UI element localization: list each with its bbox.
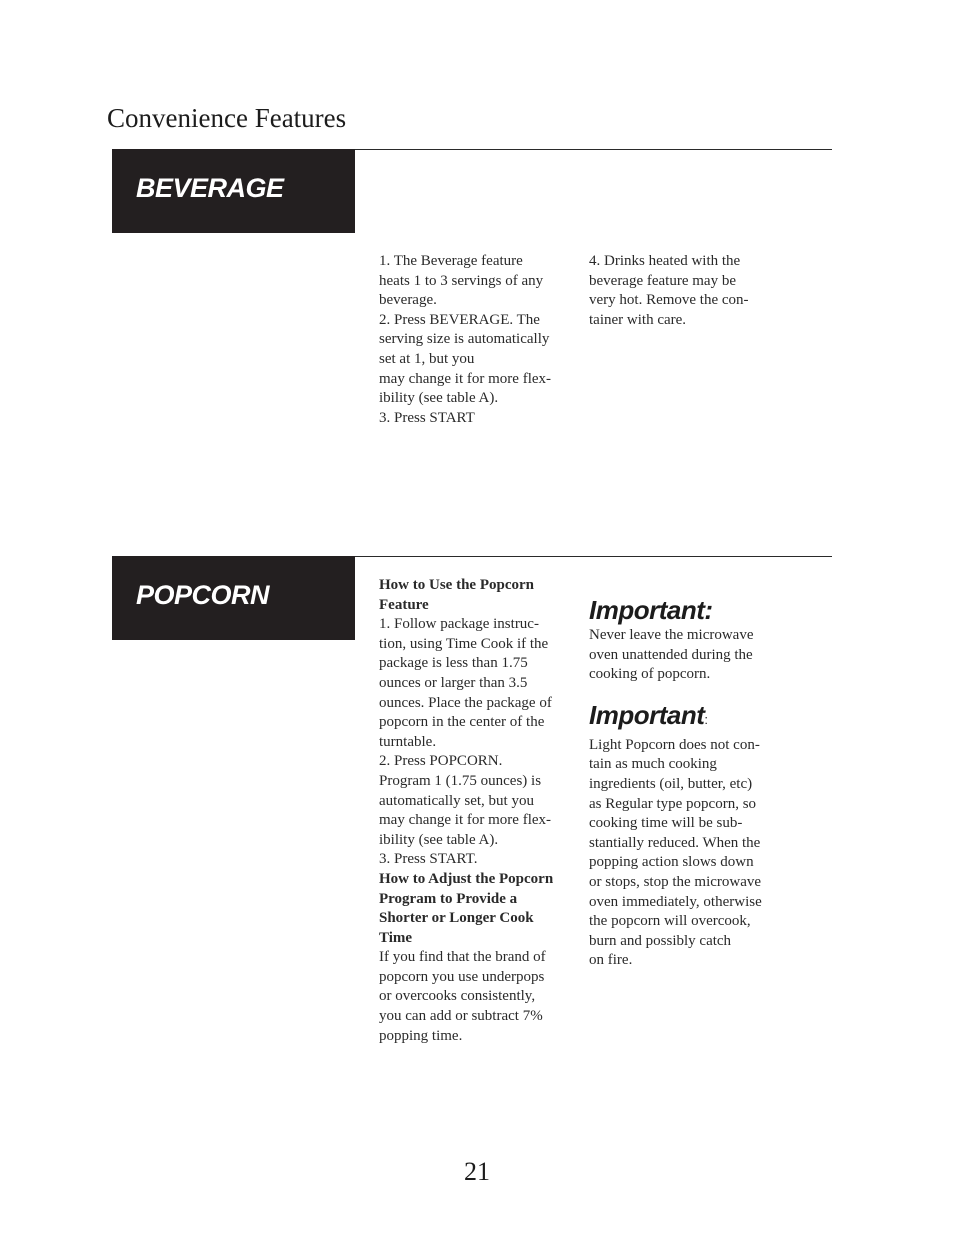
popcorn-instructions (379, 576, 579, 1046)
text-line: Never leave the microwave (589, 627, 754, 643)
text-line: popcorn in the center of the (379, 714, 545, 731)
beverage-title: BEVERAGE (136, 173, 284, 203)
text-line: burn and possibly catch (589, 932, 732, 949)
text-line: turntable. (379, 733, 437, 750)
section-divider-popcorn (355, 556, 832, 557)
popcorn-title-box (112, 556, 355, 640)
text-line: oven unattended during the (589, 646, 753, 663)
text-line: If you find that the brand of (379, 949, 546, 966)
text-line: ounces or larger than 3.5 (379, 674, 528, 691)
text-line: ibility (see table A). (379, 831, 499, 848)
text-line: oven immediately, otherwise (589, 893, 762, 910)
popcorn-important-notes (589, 594, 799, 971)
text-line: stantially reduced. When the (589, 834, 761, 851)
section-divider-beverage (355, 149, 832, 150)
text-line: serving size is automatically (379, 331, 550, 348)
text-line: tain as much cooking (589, 756, 717, 773)
text-line: may change it for more flex- (379, 812, 552, 829)
text-line: ingredients (oil, butter, etc) (589, 775, 753, 792)
text-line: popcorn you use underpops (379, 968, 545, 985)
text-line: 3. Press START. (379, 851, 478, 868)
adjust-heading: How to Adjust the Popcorn (379, 870, 554, 887)
text-line: the popcorn will overcook, (589, 913, 751, 930)
text-line: 2. Press POPCORN. (379, 753, 503, 770)
popcorn-title: POPCORN (136, 580, 270, 610)
text-line: Light Popcorn does not con- (589, 736, 760, 753)
text-line: 3. Press START (379, 409, 475, 426)
adjust-heading: Time (379, 929, 413, 946)
text-line: very hot. Remove the con- (589, 292, 749, 309)
text-line: heats 1 to 3 servings of any (379, 272, 544, 289)
text-line: tion, using Time Cook if the (379, 635, 549, 652)
important-heading-1: Important: (589, 595, 713, 625)
beverage-caution (589, 252, 789, 330)
how-to-use-heading: Feature (379, 596, 429, 613)
page-number: 21 (464, 1157, 490, 1186)
text-line: as Regular type popcorn, so (589, 795, 757, 812)
beverage-instructions (379, 252, 579, 428)
important-heading-2-text: Important (589, 699, 705, 730)
text-line: ibility (see table A). (379, 390, 499, 407)
how-to-use-heading: How to Use the Popcorn (379, 577, 534, 593)
adjust-heading: Shorter or Longer Cook (379, 910, 534, 927)
beverage-title-box (112, 149, 355, 233)
page-title: Convenience Features (107, 103, 347, 133)
text-line: popping time. (379, 1027, 463, 1044)
text-line: tainer with care. (589, 311, 687, 328)
text-line: may change it for more flex- (379, 370, 552, 387)
text-line: set at 1, but you (379, 350, 475, 367)
text-line: package is less than 1.75 (379, 655, 528, 672)
text-line: you can add or subtract 7% (379, 1008, 543, 1025)
important-heading-2-colon: : (704, 711, 708, 727)
text-line: cooking time will be sub- (589, 815, 743, 832)
text-line: 2. Press BEVERAGE. The (379, 311, 540, 328)
important-heading-2 (589, 699, 799, 736)
text-line: 4. Drinks heated with the (589, 253, 741, 269)
adjust-heading: Program to Provide a (379, 890, 518, 907)
text-line: beverage feature may be (589, 272, 736, 289)
text-line: cooking of popcorn. (589, 666, 711, 683)
text-line: 1. Follow package instruc- (379, 616, 539, 633)
text-line: or stops, stop the microwave (589, 873, 762, 890)
text-line: automatically set, but you (379, 792, 534, 809)
text-line: beverage. (379, 292, 437, 309)
text-line: ounces. Place the package of (379, 694, 552, 711)
text-line: on fire. (589, 952, 633, 969)
text-line: or overcooks consistently, (379, 988, 536, 1005)
text-line: Program 1 (1.75 ounces) is (379, 772, 542, 789)
text-line: popping action slows down (589, 854, 754, 871)
text-line: 1. The Beverage feature (379, 253, 523, 269)
